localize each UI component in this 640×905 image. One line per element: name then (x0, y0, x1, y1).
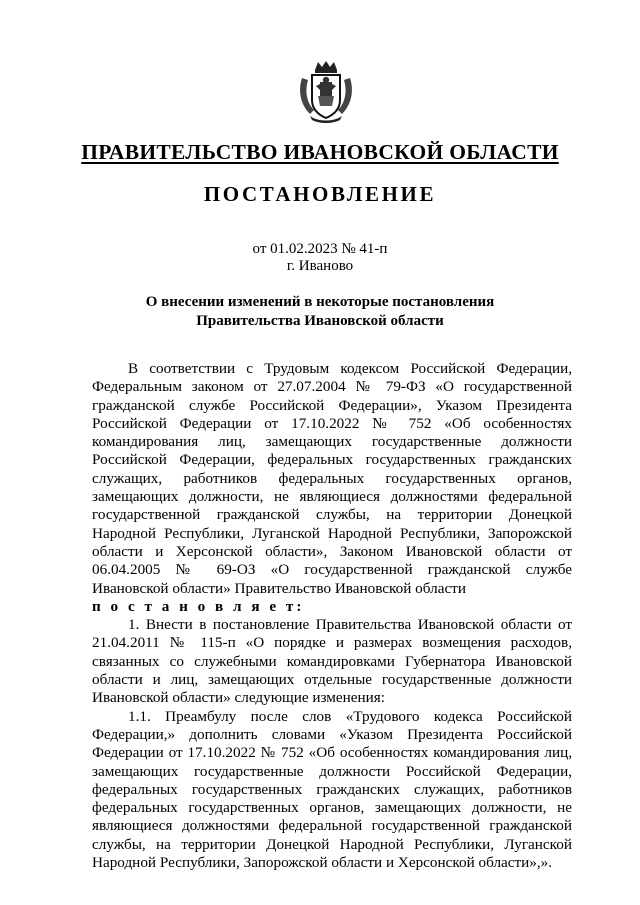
subject-line-1: О внесении изменений в некоторые постановления (145, 294, 495, 310)
document-place: г. Иваново (286, 258, 354, 274)
item-1-paragraph: 1. Внести в постановление Правительства Ивановской области от 21.04.2011 № 115-п «О порядке и размерах возмещения расходов, связанных со служебными командировками Губернатора Ивановской области и лиц, замещающих отдельные государственные должности Ивановской области» следующие изменения: (92, 616, 572, 707)
decree-word: п о с т а н о в л я е т: (92, 597, 305, 615)
coat-of-arms-icon (296, 60, 356, 124)
preamble-paragraph: В соответствии с Трудовым кодексом Российской Федерации, Федеральным законом от 27.07.2004 № 79-ФЗ «О государственной гражданской службе Российской Федерации», Указом Президента Российской Федерации от 17.10.2022 № 752 «Об особенностях командирования лиц, замещающих государственные должности Российской Федерации, федеральных государственных гражданских служащих, работников федеральных государственных органов, замещающих должности, не являющиеся должностями федеральной государственной гражданской службы, на территории Донецкой Народной Республики, Луганской Народной Республики, Запорожской области и Херсонской области», Законом Ивановской области от 06.04.2005 № 69-ОЗ «О государственной гражданской службе Ивановской области» Правительство Ивановской области (92, 360, 572, 597)
subject-line-2: Правительства Ивановской области (196, 313, 444, 329)
document-type: ПОСТАНОВЛЕНИЕ (203, 182, 437, 206)
document-number: от 01.02.2023 № 41-п (252, 241, 388, 257)
government-title: ПРАВИТЕЛЬСТВО ИВАНОВСКОЙ ОБЛАСТИ (81, 140, 559, 164)
document-subject (100, 293, 540, 331)
item-1-1-paragraph: 1.1. Преамбулу после слов «Трудового кодекса Российской Федерации,» дополнить словами «Указом Президента Российской Федерации от 17.10.2022 № 752 «Об особенностях командирования лиц, замещающих государственные должности Российской Федерации, федеральных государственных гражданских служащих, работников федеральных государственных органов, замещающих должности, не являющиеся должностями федеральной государственной гражданской службы, на территории Донецкой Народной Республики, Луганской Народной Республики, Запорожской области и Херсонской области»,». (92, 707, 572, 872)
decree-paragraph (92, 598, 572, 616)
document-body (92, 360, 572, 872)
